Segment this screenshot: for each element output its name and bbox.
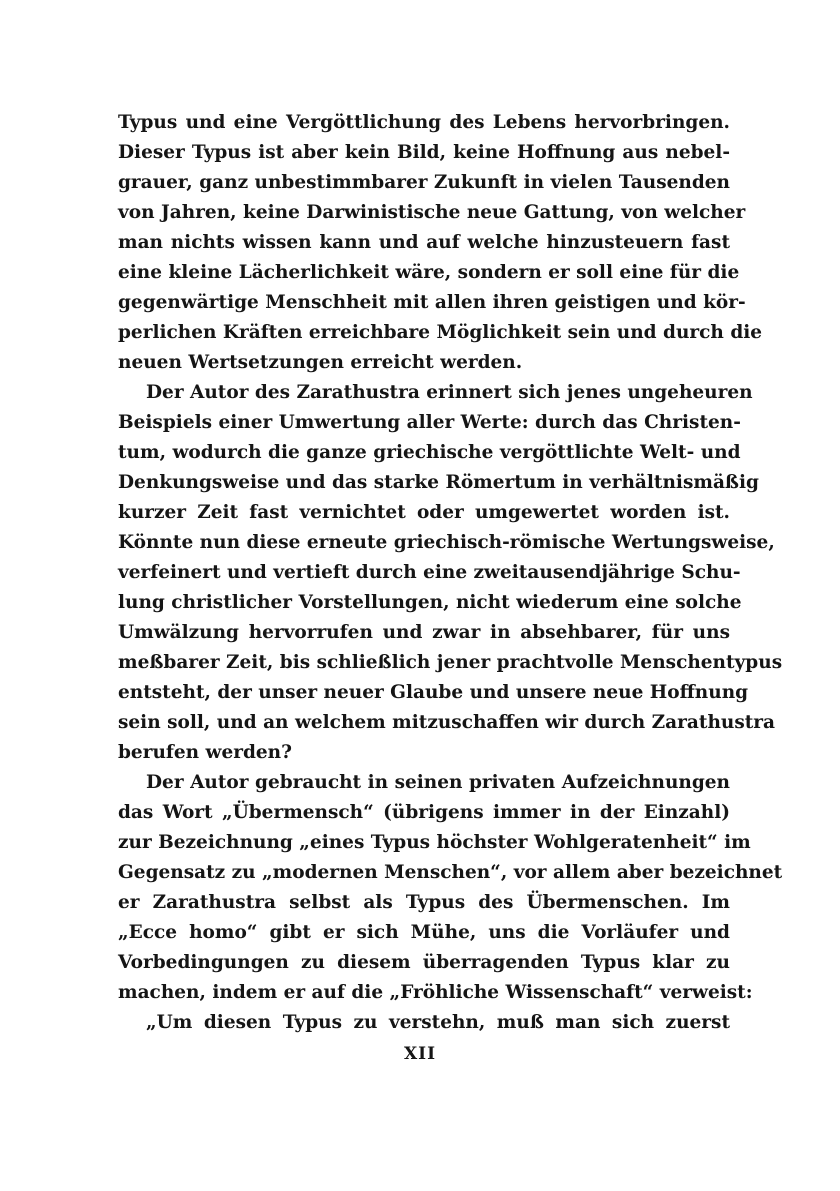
text-line: Der Autor des Zarathustra erinnert sich jenes ungeheuren bbox=[146, 382, 753, 403]
text-line: „Um diesen Typus zu verstehn, muß man sich zuerst bbox=[146, 1012, 730, 1033]
text-line: das Wort „Übermensch“ (übrigens immer in der Einzahl) bbox=[118, 802, 730, 823]
text-line: Beispiels einer Umwertung aller Werte: durch das Christen- bbox=[118, 412, 741, 433]
text-line: berufen werden? bbox=[118, 742, 292, 763]
text-line: von Jahren, keine Darwinistische neue Gattung, von welcher bbox=[118, 202, 746, 223]
text-line: Typus und eine Vergöttlichung des Lebens hervorbringen. bbox=[118, 112, 730, 133]
text-line: meßbarer Zeit, bis schließlich jener prachtvolle Menschentypus bbox=[118, 652, 783, 673]
text-line: Der Autor gebraucht in seinen privaten Aufzeichnungen bbox=[146, 772, 730, 793]
text-line: Vorbedingungen zu diesem überragenden Typus klar zu bbox=[118, 952, 730, 973]
text-line: grauer, ganz unbestimmbarer Zukunft in vielen Tausenden bbox=[118, 172, 730, 193]
text-line: tum, wodurch die ganze griechische vergöttlichte Welt- und bbox=[118, 442, 741, 463]
text-line: Gegensatz zu „modernen Menschen“, vor allem aber bezeichnet bbox=[118, 862, 783, 883]
text-line: eine kleine Lächerlichkeit wäre, sondern er soll eine für die bbox=[118, 262, 740, 283]
text-line: gegenwärtige Menschheit mit allen ihren geistigen und kör- bbox=[118, 292, 746, 313]
text-line: er Zarathustra selbst als Typus des Übermenschen. Im bbox=[118, 892, 730, 913]
text-line: „Ecce homo“ gibt er sich Mühe, uns die Vorläufer und bbox=[118, 922, 730, 943]
text-line: zur Bezeichnung „eines Typus höchster Wohlgeratenheit“ im bbox=[118, 832, 751, 853]
text-line: kurzer Zeit fast vernichtet oder umgewertet worden ist. bbox=[118, 502, 730, 523]
text-line: entsteht, der unser neuer Glaube und unsere neue Hoffnung bbox=[118, 682, 749, 703]
text-line: Könnte nun diese erneute griechisch-römische Wertungsweise, bbox=[118, 532, 775, 553]
text-line: Umwälzung hervorrufen und zwar in absehbarer, für uns bbox=[118, 622, 730, 643]
text-line: perlichen Kräften erreichbare Möglichkeit sein und durch die bbox=[118, 322, 763, 343]
text-line: neuen Wertsetzungen erreicht werden. bbox=[118, 352, 523, 373]
text-line: lung christlicher Vorstellungen, nicht wiederum eine solche bbox=[118, 592, 742, 613]
page-number: XII bbox=[403, 1044, 437, 1064]
text-line: Dieser Typus ist aber kein Bild, keine Hoffnung aus nebel- bbox=[118, 142, 730, 163]
text-line: man nichts wissen kann und auf welche hinzusteuern fast bbox=[118, 232, 730, 253]
text-line: verfeinert und vertieft durch eine zweitausendjährige Schu- bbox=[118, 562, 741, 583]
text-line: sein soll, und an welchem mitzuschaffen wir durch Zarathustra bbox=[118, 712, 776, 733]
text-line: Denkungsweise und das starke Römertum in verhältnismäßig bbox=[118, 472, 759, 493]
text-line: machen, indem er auf die „Fröhliche Wissenschaft“ verweist: bbox=[118, 982, 753, 1003]
